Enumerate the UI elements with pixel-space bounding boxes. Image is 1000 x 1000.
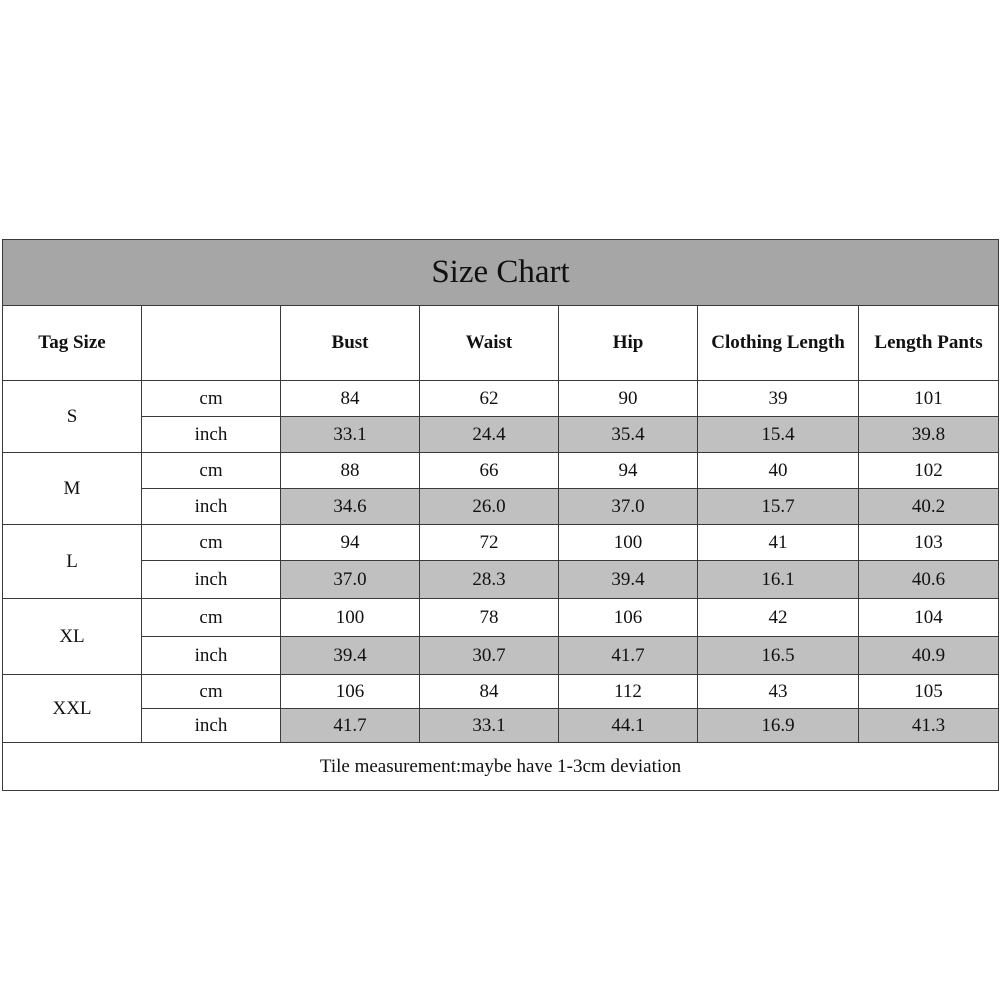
waist-cell: 84 [420, 675, 559, 709]
bust-cell: 37.0 [281, 561, 420, 599]
length-pants-cell: 40.6 [859, 561, 999, 599]
clothing-length-cell: 15.7 [698, 489, 859, 525]
clothing-length-cell: 16.9 [698, 709, 859, 743]
header-unit [142, 306, 281, 381]
size-chart-table [2, 239, 999, 791]
bust-cell: 106 [281, 675, 420, 709]
clothing-length-cell: 16.5 [698, 637, 859, 675]
bust-cell: 41.7 [281, 709, 420, 743]
clothing-length-cell: 39 [698, 381, 859, 417]
waist-cell: 66 [420, 453, 559, 489]
length-pants-cell: 40.2 [859, 489, 999, 525]
clothing-length-cell: 42 [698, 599, 859, 637]
length-pants-cell: 39.8 [859, 417, 999, 453]
table-row [3, 709, 999, 743]
waist-cell: 28.3 [420, 561, 559, 599]
hip-cell: 100 [559, 525, 698, 561]
tag-size-cell: M [3, 453, 142, 525]
waist-cell: 24.4 [420, 417, 559, 453]
tag-size-cell: L [3, 525, 142, 599]
bust-cell: 88 [281, 453, 420, 489]
hip-cell: 37.0 [559, 489, 698, 525]
unit-cell: inch [142, 637, 281, 675]
length-pants-cell: 40.9 [859, 637, 999, 675]
clothing-length-cell: 41 [698, 525, 859, 561]
header-waist: Waist [420, 306, 559, 381]
header-tag-size: Tag Size [3, 306, 142, 381]
unit-cell: inch [142, 709, 281, 743]
table-row [3, 637, 999, 675]
waist-cell: 33.1 [420, 709, 559, 743]
header-bust: Bust [281, 306, 420, 381]
clothing-length-cell: 40 [698, 453, 859, 489]
tag-size-cell: XXL [3, 675, 142, 743]
table-row [3, 675, 999, 709]
hip-cell: 44.1 [559, 709, 698, 743]
header-clothing-length: Clothing Length [698, 306, 859, 381]
tag-size-cell: XL [3, 599, 142, 675]
hip-cell: 106 [559, 599, 698, 637]
unit-cell: inch [142, 417, 281, 453]
bust-cell: 33.1 [281, 417, 420, 453]
hip-cell: 35.4 [559, 417, 698, 453]
clothing-length-cell: 15.4 [698, 417, 859, 453]
table-row [3, 599, 999, 637]
hip-cell: 94 [559, 453, 698, 489]
note-row [3, 743, 999, 791]
waist-cell: 26.0 [420, 489, 559, 525]
bust-cell: 34.6 [281, 489, 420, 525]
unit-cell: inch [142, 561, 281, 599]
hip-cell: 39.4 [559, 561, 698, 599]
clothing-length-cell: 16.1 [698, 561, 859, 599]
size-chart-body [3, 240, 999, 791]
unit-cell: cm [142, 599, 281, 637]
header-hip: Hip [559, 306, 698, 381]
table-row [3, 561, 999, 599]
length-pants-cell: 105 [859, 675, 999, 709]
hip-cell: 90 [559, 381, 698, 417]
header-length-pants: Length Pants [859, 306, 999, 381]
bust-cell: 100 [281, 599, 420, 637]
hip-cell: 112 [559, 675, 698, 709]
table-row [3, 525, 999, 561]
clothing-length-cell: 43 [698, 675, 859, 709]
waist-cell: 72 [420, 525, 559, 561]
waist-cell: 62 [420, 381, 559, 417]
table-row [3, 417, 999, 453]
tag-size-cell: S [3, 381, 142, 453]
measurement-note: Tile measurement:maybe have 1-3cm deviation [3, 743, 999, 791]
bust-cell: 39.4 [281, 637, 420, 675]
bust-cell: 84 [281, 381, 420, 417]
unit-cell: cm [142, 381, 281, 417]
table-row [3, 489, 999, 525]
title-row [3, 240, 999, 306]
chart-title: Size Chart [3, 240, 999, 306]
length-pants-cell: 41.3 [859, 709, 999, 743]
length-pants-cell: 101 [859, 381, 999, 417]
length-pants-cell: 104 [859, 599, 999, 637]
unit-cell: cm [142, 675, 281, 709]
unit-cell: cm [142, 525, 281, 561]
bust-cell: 94 [281, 525, 420, 561]
hip-cell: 41.7 [559, 637, 698, 675]
length-pants-cell: 102 [859, 453, 999, 489]
unit-cell: inch [142, 489, 281, 525]
length-pants-cell: 103 [859, 525, 999, 561]
unit-cell: cm [142, 453, 281, 489]
table-row [3, 453, 999, 489]
header-row [3, 306, 999, 381]
table-row [3, 381, 999, 417]
waist-cell: 30.7 [420, 637, 559, 675]
waist-cell: 78 [420, 599, 559, 637]
